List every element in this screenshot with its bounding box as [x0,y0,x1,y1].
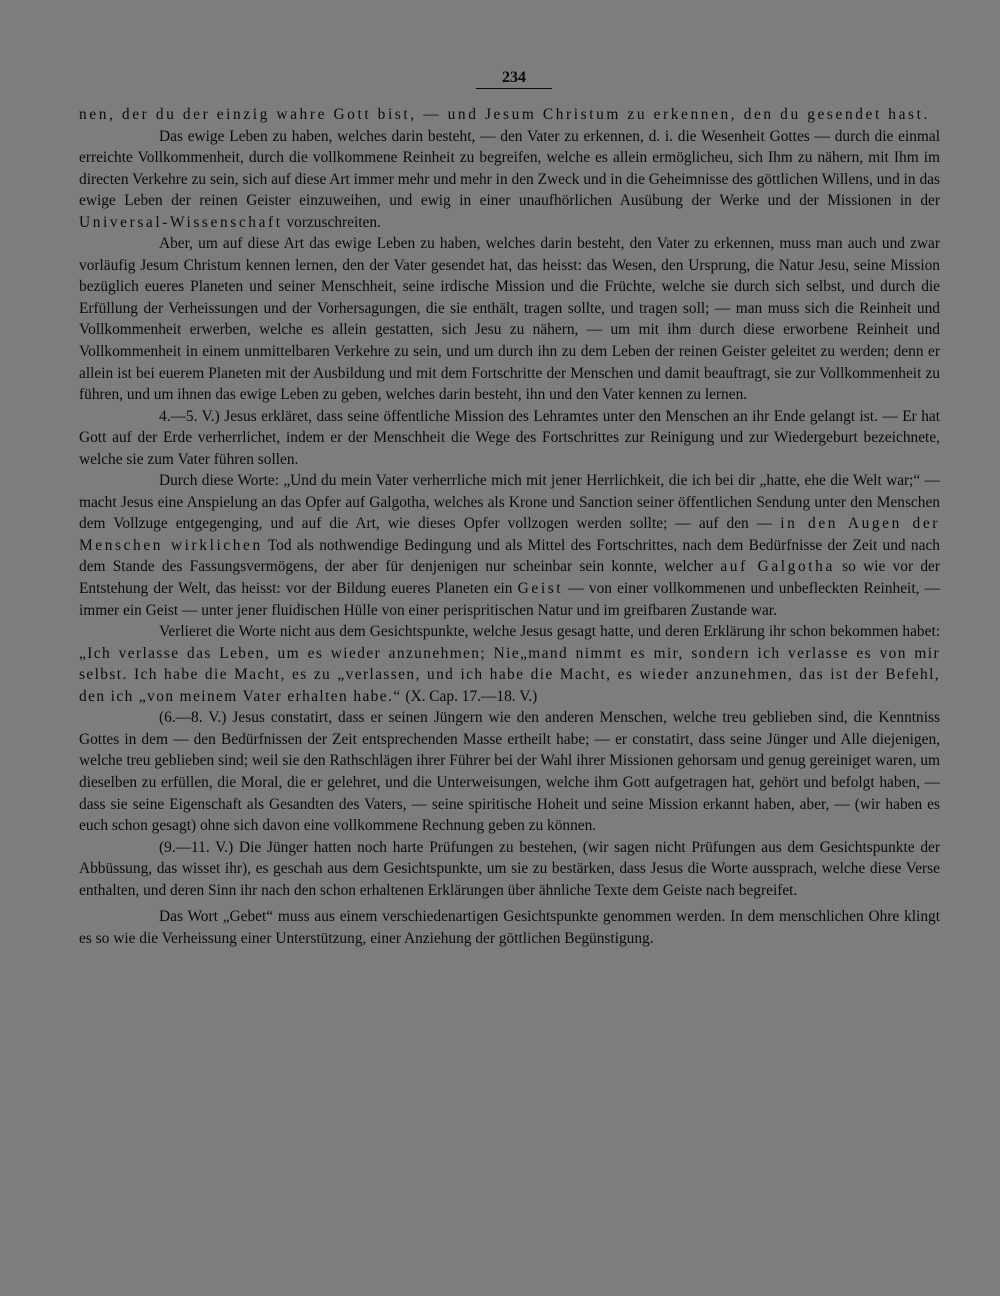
paragraph-2 [79,126,940,234]
text-segment: (X. Cap. 17.—18. V.) [401,687,538,705]
paragraph-6 [79,621,940,707]
text-segment: Aber, um auf diese Art das ewige Leben zu haben, welches darin besteht, den Vater zu erkennen, muss man auch und zwar vorläufig Jesum Christum kennen lernen, den der Vater gesendet hat, das heisst: das Wesen, den Ursprung, die Natur Jesu, seine Mission bezüglich eueres Planeten und seiner Menschheit, seine irdische Mission und die Früchte, welche sie durch sich selbst, und durch die Erfüllung der Verheissungen und der Vorhersagungen, die sie enthält, tragen sollte, und tragen soll; — man muss sich die Reinheit und Vollkommenheit erwerben, welche es allein gestatten, sich Jesu zu nähern, — um mit ihm durch diese erworbene Reinheit und Vollkommenheit in einem unmittelbaren Verkehre zu sein, und um durch ihn zu dem Leben der reinen Geister geleitet zu werden; denn er allein ist bei euerem Planeten mit der Ausbildung und mit dem Fortschritte der Menschen und damit beauftragt, sie zur Vollkommenheit zu führen, und um ihnen das ewige Leben zu geben, welches darin besteht, ihn und den Vater kennen zu lernen. [79,235,940,404]
text-segment: vorzuschreiten. [282,213,381,231]
text-segment: so wie vor der Entstehung der Welt, das heisst: vor der Bildung eueres Planeten ein [79,558,940,598]
paragraph-5 [79,470,940,621]
paragraph-4 [79,406,940,471]
text-segment: (9.—11. V.) Die Jünger hatten noch harte Prüfungen zu bestehen, (wir sagen nicht Prüfungen aus dem Gesichtspunkte der Abbüssung, das wisset ihr), es geschah aus dem Gesichtspunkte, um sie zu bestärken, dass Jesus die Worte aussprach, welche diese Verse enthalten, und deren Sinn ihr nach den schon erhaltenen Erklärungen über ähnliche Texte dem Geiste nach begreifet. [79,838,940,899]
text-segment: Das Wort „Gebet“ muss aus einem verschiedenartigen Gesichtspunkte genommen werden. In dem menschlichen Ohre klingt es so wie die Verheissung einer Unterstützung, einer Anziehung der göttlichen Begünstigung. [79,908,940,947]
text-segment: Durch diese Worte: „Und du mein Vater verherrliche mich mit jener Herrlichkeit, die ich bei dir „hatte, ehe die Welt war;“ — macht Jesus eine Anspielung an das Opfer auf Galgotha, welches als Krone und Sanction seiner öffentlichen Sendung unter den Menschen dem Vollzuge entgegenging, und auf die Art, wie dieses Opfer vollzogen werden sollte; — auf den — [79,472,940,533]
spaced-text: Universal-Wissenschaft [79,213,283,231]
paragraph-8 [79,837,940,902]
text-segment: Verlieret die Worte nicht aus dem Gesichtspunkte, welche Jesus gesagt hatte, und deren Erklärung ihr schon bekommen habet: [159,623,940,641]
text-body [79,104,940,949]
spaced-text: Geist [517,580,564,598]
text-segment: (6.—8. V.) Jesus constatirt, dass er seinen Jüngern wie den anderen Menschen, welche treu geblieben sind, die Kenntniss Gottes in dem — den Bedürfnissen der Zeit entsprechenden Masse ertheilt habe; — er constatirt, dass seine Jünger und Alle diejenigen, welche treu geblieben sind; weil sie den Rathschlägen ihrer Führer bei der Wahl ihrer Missionen gehorsam und genug gereiniget waren, um dieselben zu erfüllen, die Moral, die er gelehret, und die Unterweisungen, welche ihm Gott aufgetragen hat, gehört und befolgt haben, — dass sie seine Eigenschaft als Gesandten des Vaters, — seine spiritische Hoheit und seine Mission erkannt haben, aber, — (wir haben es euch schon gesagt) ohne sich davon eine vollkommene Rechnung geben zu können. [79,709,940,835]
spaced-text: in den Augen der Menschen wirklichen [79,515,940,554]
page-number: 234 [476,68,552,89]
paragraph-7 [79,707,940,836]
spaced-text: nen, der du der einzig wahre Gott bist, — und Jesum Christum zu erkennen, den du gesendet hast. [79,106,930,123]
paragraph-1 [79,104,940,126]
text-segment: 4.—5. V.) Jesus erkläret, dass seine öffentliche Mission des Lehramtes unter den Menschen an ihr Ende gelangt ist. — Er hat Gott auf der Erde verherrlichet, indem er der Menschheit die Wege des Fortschrittes zur Reinigung und zur Wiedergeburt bezeichnete, welche sie zum Vater führen sollen. [79,407,940,468]
text-segment: — von einer vollkommenen und unbefleckten Reinheit, — immer ein Geist — unter jener fluidischen Hülle von einer perispritischen Natur und im greifbaren Zustande war. [79,580,940,619]
text-segment: Das ewige Leben zu haben, welches darin besteht, — den Vater zu erkennen, d. i. die Wesenheit Gottes — durch die einmal erreichte Vollkommenheit, durch die vollkommene Reinheit zu begreifen, welche es allein ermöglicheu, sich Ihm zu nähern, mit Ihm im directen Verkehre zu sein, sich auf diese Art immer mehr und mehr in den Zweck und in die Geheimnisse des göttlichen Willens, und in das ewige Leben der reinen Geister einzuweihen, und ewig in einer unaufhörlichen Ausübung der Werke und der Missionen in der [79,127,940,210]
paragraph-9 [79,906,940,949]
paragraph-3 [79,233,940,405]
text-segment: Tod als nothwendige Bedingung und als Mittel des Fortschrittes, nach dem Bedürfnisse der Zeit und nach dem Stande des Fassungsvermögens, der aber für denjenigen nur scheinbar sein konnte, welcher [79,536,940,576]
spaced-text: auf Galgotha [720,558,835,576]
spaced-text: „Ich verlasse das Leben, um es wieder anzunehmen; Nie„mand nimmt es mir, sondern ich verlasse es von mir selbst. Ich habe die Macht, es zu „verlassen, und ich habe die Macht, es wieder anzunehmen, das ist der Befehl, den ich „von meinem Vater erhalten habe.“ [79,644,940,705]
